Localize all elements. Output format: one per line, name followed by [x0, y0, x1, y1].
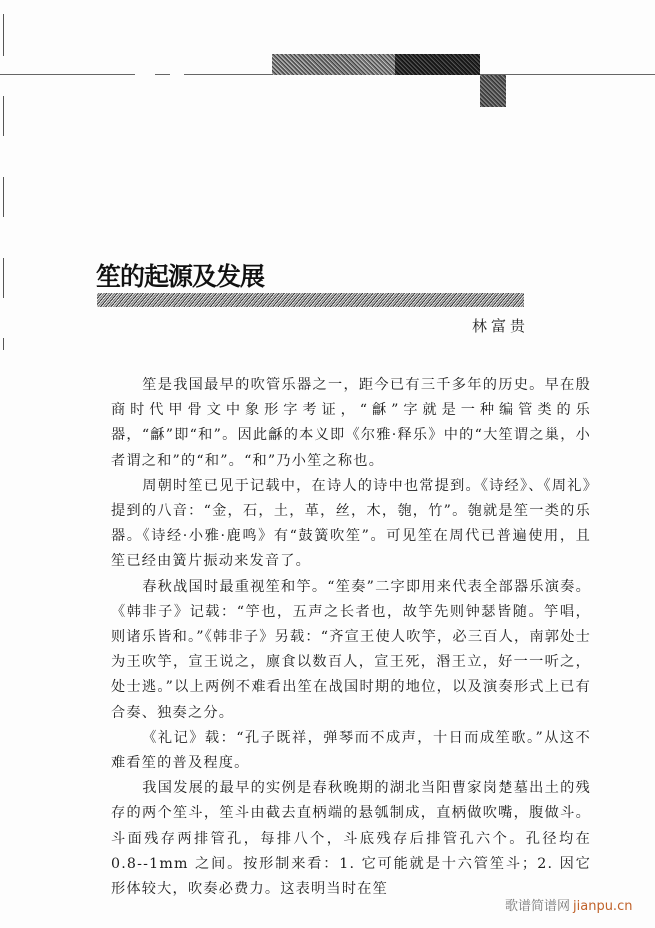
article-title: 笙的起源及发展: [96, 262, 265, 291]
paragraph: 笙是我国最早的吹管乐器之一，距今已有三千多年的历史。早在殷商时代甲骨文中象形字考证，“龢”字就是一种编管类的乐器，“龢”即“和”。因此龢的本义即《尔雅·释乐》中的“大笙谓之巢，小者谓之和”的“和”。“和”乃小笙之称也。: [111, 377, 591, 469]
title-underline-band: [97, 293, 524, 307]
paragraph: 春秋战国时最重视笙和竽。“笙奏”二字即用来代表全部器乐演奏。《韩非子》记载：“竽也，五声之长者也，故竽先则钟瑟皆随。竽唱，则诸乐皆和。”《韩非子》另载：“齐宣王使人吹竽，必三百人，南郭处士为王吹竽，宣王说之，廪食以数百人，宣王死，湣王立，好一一听之，处士逃。”以上两例不难看出笙在战国时期的地位，以及演奏形式上已有合奏、独奏之分。: [111, 578, 591, 721]
margin-mark: [3, 96, 4, 136]
margin-mark: [3, 14, 4, 56]
header-texture-band-dark: [395, 54, 480, 75]
header-rule-gap: [135, 73, 155, 76]
margin-mark: [3, 177, 4, 217]
author-name: 林富贵: [472, 317, 530, 335]
header-thumb-tab: [480, 75, 506, 107]
header-rule-gap: [170, 73, 184, 76]
margin-mark: [3, 258, 4, 298]
paragraph: 我国发展的最早的实例是春秋晚期的湖北当阳曹家岗楚墓出土的残存的两个笙斗，笙斗由截去直柄端的悬瓠制成，直柄做吹嘴，腹做斗。斗面残存两排管孔，每排八个，斗底残存后排管孔六个。孔径均在 0.8--1mm 之间。按形制来看：1. 它可能就是十六管笙斗；2. 因它形体较大，吹奏必费力。这表明当时在笙: [111, 780, 591, 898]
paragraph: 《礼记》载：“孔子既祥，弹琴而不成声，十日而成笙歌。”从这不难看笙的普及程度。: [111, 729, 591, 772]
paragraph: 周朝时笙已见于记载中，在诗人的诗中也常提到。《诗经》、《周礼》提到的八音：“金，石，土，革，丝，木，匏，竹”。匏就是笙一类的乐器。《诗经·小雅·鹿鸣》有“鼓簧吹笙”。可见笙在周代已普遍使用，且笙已经由簧片振动来发音了。: [111, 477, 591, 570]
article-body: [111, 373, 591, 902]
watermark: [505, 895, 632, 914]
margin-mark: [3, 338, 4, 350]
watermark-url: jianpu.cn: [573, 899, 633, 914]
watermark-site-name: 歌谱简谱网: [505, 899, 571, 914]
